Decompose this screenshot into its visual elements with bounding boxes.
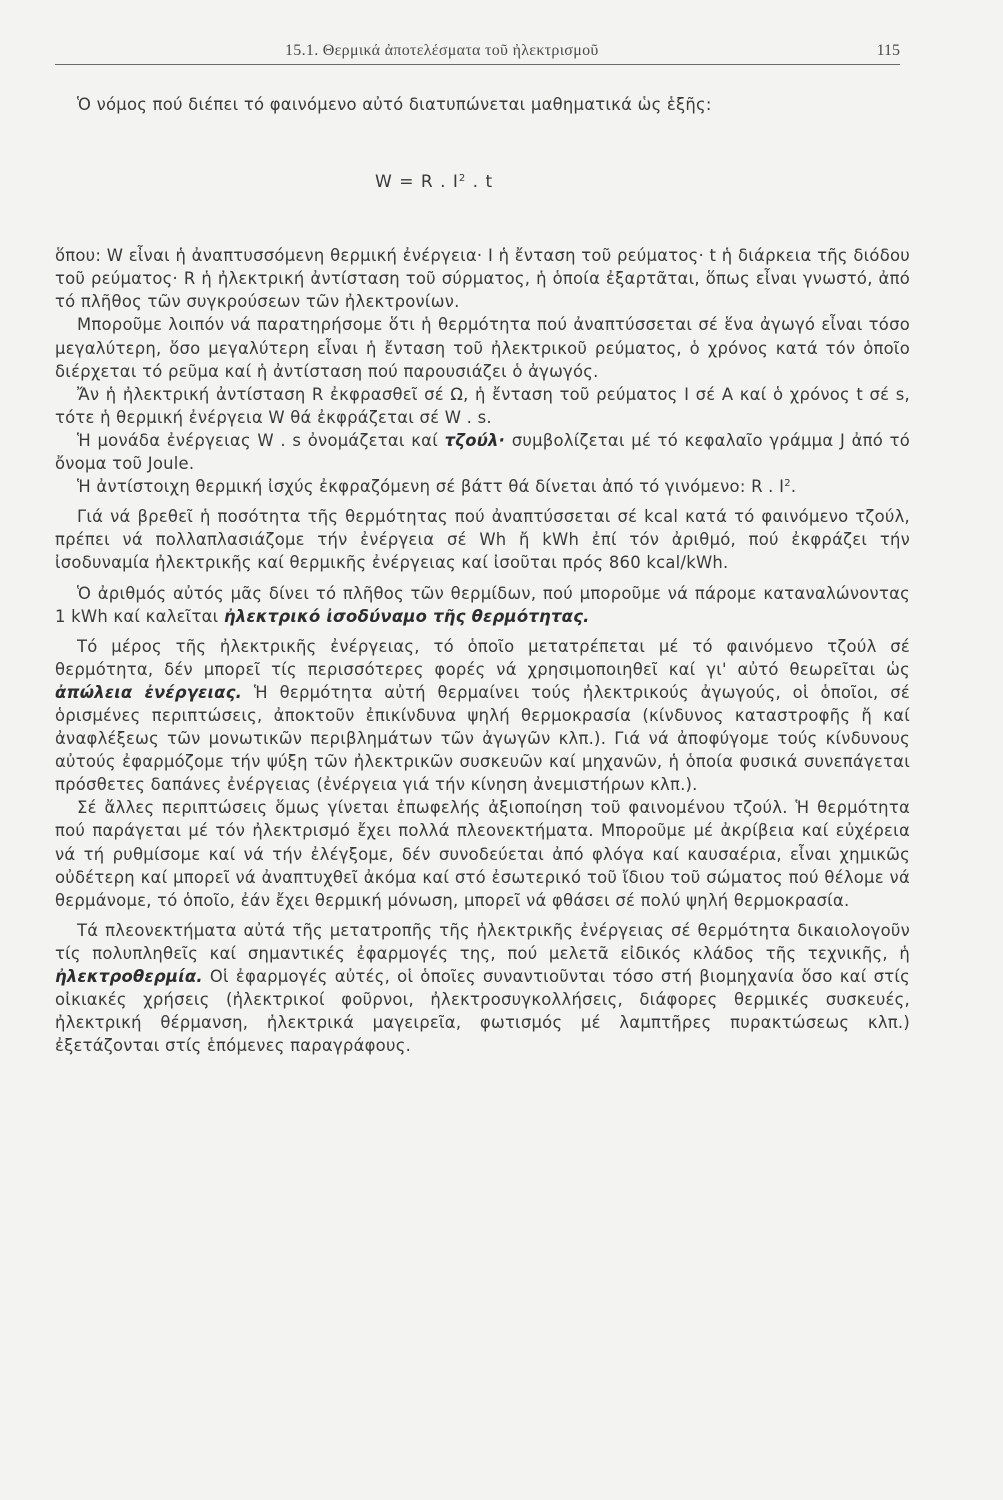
equivalent-paragraph [55,582,910,628]
power-end: . [790,477,797,497]
joule-text-after: συμβολίζεται μέ τό κεφαλαῖο γράμμα J ἀπό τό ὄνομα τοῦ Joule. [55,430,910,474]
page-number: 115 [876,42,900,59]
electrothermy-text-after: Οἱ ἐφαρμογές αὐτές, οἱ ὁποῖες συναντιοῦνται τόσο στή βιομηχανία ὅσο καί στίς οἰκιακές χρήσεις (ἠλεκτρικοί φοῦρνοι, ἠλεκτροσυγκολλήσεις, διάφορες θερμικές συσκευές, ἠλεκτρική θέρμανση, ἠλεκτρικά μαγειρεῖα, φωτισμός μέ λαμπτῆρες πυρακτώσεως κλπ.) ἐξετάζονται στίς ἑπόμενες παραγράφους. [55,967,910,1056]
joule-unit-paragraph [55,429,910,475]
intro-paragraph: Ὁ νόμος πού διέπει τό φαινόμενο αὐτό διατυπώνεται μαθηματικά ὡς ἑξῆς: [77,95,712,114]
electrothermy-text-before: Τά πλεονεκτήματα αὐτά τῆς μετατροπῆς τῆς ἠλεκτρικῆς ἐνέργειας σέ θερμότητα δικαιολογοῦν τίς πολυπληθεῖς καί σημαντικές ἐφαρμογές της, πού μελετᾶ εἰδικός κλάδος τῆς τεχνικῆς, ἡ [55,920,910,963]
power-paragraph [55,475,910,498]
loss-text-before: Τό μέρος τῆς ἠλεκτρικῆς ἐνέργειας, τό ὁποῖο μετατρέπεται μέ τό φαινόμενο τζούλ σέ θερμότητα, δέν μπορεῖ τίς περισσότερες φορές νά χρησιμοποιηθεῖ καί γι' αὐτό θεωρεῖται ὡς [55,636,910,679]
electrothermy-paragraph [55,919,910,1058]
page-body [55,93,910,1057]
where-paragraph: ὅπου: W εἶναι ἡ ἀναπτυσσόμενη θερμική ἐνέργεια· I ἡ ἔνταση τοῦ ρεύματος· t ἡ διάρκεια τῆς διόδου τοῦ ρεύματος· R ἡ ἠλεκτρική ἀντίσταση τοῦ σύρματος, ἡ ὁποία ἐξαρτᾶται, ὅπως εἶναι γνωστό, ἀπό τό πλῆθος τῶν συγκρούσεων τῶν ἠλεκτρονίων. [55,246,910,312]
power-text: Ἡ ἀντίστοιχη θερμική ἰσχύς ἐκφραζόμενη σέ βάττ θά δίνεται ἀπό τό γινόμενο: R . I [77,477,785,497]
kcal-paragraph: Γιά νά βρεθεῖ ἡ ποσότητα τῆς θερμότητας πού ἀναπτύσσεται σέ kcal κατά τό φαινόμενο τζούλ, πρέπει νά πολλαπλασιάζομε τήν ἐνέργεια σέ Wh ἤ kWh ἐπί τόν ἀριθμό, πού ἐκφράζει τήν ἰσοδυναμία ἠλεκτρικῆς καί θερμικῆς ἐνέργειας καί ἰσοῦται πρός 860 kcal/kWh. [55,507,910,573]
joule-law-formula [55,171,910,194]
formula-lhs: W = R . I [375,172,459,193]
formula-rhs: . t [466,172,494,193]
equivalent-text: Ὁ ἀριθμός αὐτός μᾶς δίνει τό πλῆθος τῶν θερμίδων, πού μποροῦμε νά πάρομε καταναλώνοντας 1 kWh καί καλεῖται [55,583,910,626]
electrothermy-term: ἠλεκτροθερμία. [55,967,203,986]
benefit-paragraph: Σέ ἄλλες περιπτώσεις ὅμως γίνεται ἐπωφελής ἀξιοποίηση τοῦ φαινομένου τζούλ. Ἡ θερμότητα πού παράγεται μέ τόν ἠλεκτρισμό ἔχει πολλά πλεονεκτήματα. Μποροῦμε μέ ἀκρίβεια καί εὐχέρεια νά τή ρυθμίσομε καί νά τήν ἐλέγξομε, δέν συνοδεύεται ἀπό φλόγα καί καυσαέρια, εἶναι χημικῶς οὐδέτερη καί μπορεῖ νά ἀναπτυχθεῖ ἀκόμα καί στό ἐσωτερικό τοῦ ἴδιου τοῦ σώματος πού θέλομε νά θερμάνομε, τό ὁποῖο, ἐάν ἔχει θερμική μόνωση, μπορεῖ νά φθάσει σέ πολύ ψηλή θερμοκρασία. [55,798,910,910]
joule-term: τζούλ· [444,430,506,450]
running-header [55,38,900,65]
units-paragraph: Ἄν ἡ ἠλεκτρική ἀντίσταση R ἐκφρασθεῖ σέ Ω, ἡ ἔνταση τοῦ ρεύματος I σέ A καί ὁ χρόνος t σέ s, τότε ἡ θερμική ἐνέργεια W θά ἐκφράζεται σέ W . s. [55,384,910,427]
increase-paragraph: Μποροῦμε λοιπόν νά παρατηρήσομε ὅτι ἡ θερμότητα πού ἀναπτύσσεται σέ ἕνα ἀγωγό εἶναι τόσο μεγαλύτερη, ὅσο μεγαλύτερη εἶναι ἡ ἔνταση τοῦ ἠλεκτρικοῦ ρεύματος, ὁ χρόνος κατά τόν ὁποῖο διέρχεται τό ρεῦμα καί ἡ ἀντίσταση πού παρουσιάζει ὁ ἀγωγός. [55,315,910,381]
equivalent-term: ἠλεκτρικό ἰσοδύναμο τῆς θερμότητας. [223,606,590,626]
formula-exponent: 2 [458,173,467,185]
chapter-title: 15.1. Θερμικά ἀποτελέσματα τοῦ ἠλεκτρισμοῦ [285,42,599,59]
loss-text-after: Ἡ θερμότητα αὐτή θερμαίνει τούς ἠλεκτρικούς ἀγωγούς, οἱ ὁποῖοι, σέ ὁρισμένες περιπτώσεις, ἀποκτοῦν ἐπικίνδυνα ψηλή θερμοκρασία (κίνδυνος καταστροφῆς ἤ καί ἀναφλέξεως τῶν μονωτικῶν περιβλημάτων τῶν ἀγωγῶν κλπ.). Γιά νά ἀποφύγομε τούς κίνδυνους αὐτούς ἐφαρμόζομε τήν ψύξη τῶν ἠλεκτρικῶν συσκευῶν καί μηχανῶν, ἡ ὁποία φυσικά συνεπάγεται πρόσθετες δαπάνες ἐνέργειας (ἐνέργεια γιά τήν κίνηση ἀνεμιστήρων κλπ.). [55,682,911,795]
loss-term: ἀπώλεια ἐνέργειας. [55,682,243,702]
loss-paragraph [55,635,910,797]
joule-text-before: Ἡ μονάδα ἐνέργειας W . s ὀνομάζεται καί [77,430,445,450]
power-exponent: 2 [784,478,791,490]
